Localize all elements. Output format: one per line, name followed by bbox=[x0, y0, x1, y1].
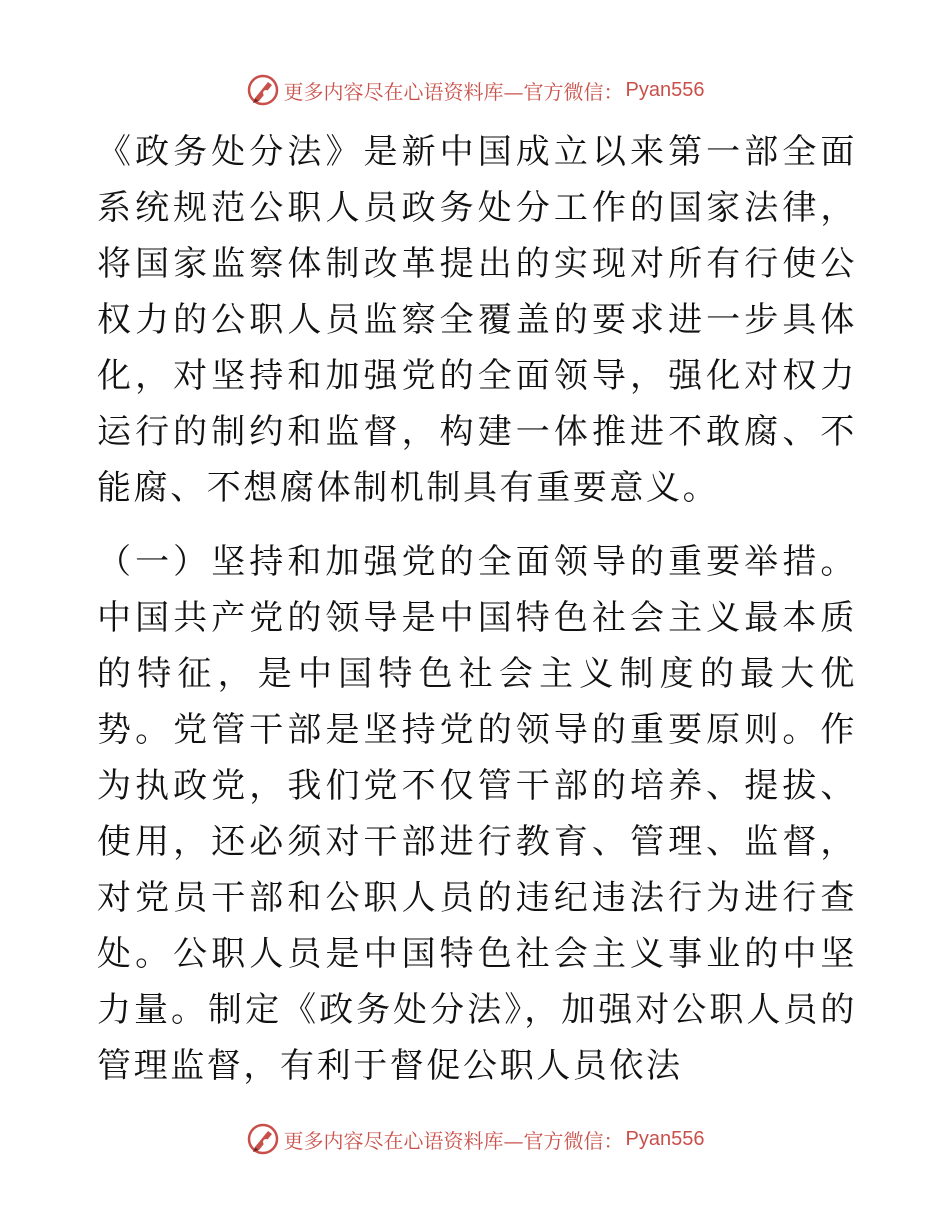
watermark-text: 更多内容尽在心语资料库—官方微信： bbox=[283, 79, 624, 104]
watermark-text: 更多内容尽在心语资料库—官方微信： bbox=[283, 1128, 624, 1153]
watermark-wechat-id: Pyan556 bbox=[625, 1127, 705, 1150]
header-watermark bbox=[0, 72, 950, 108]
footer-watermark bbox=[0, 1121, 950, 1157]
watermark-wechat-id: Pyan556 bbox=[625, 78, 705, 101]
pen-in-circle-logo-icon bbox=[246, 73, 280, 107]
paragraph-intro: 《政务处分法》是新中国成立以来第一部全面系统规范公职人员政务处分工作的国家法律，将国家监察体制改革提出的实现对所有行使公权力的公职人员监察全覆盖的要求进一步具体化，对坚持和加强党的全面领导，强化对权力运行的制约和监督，构建一体推进不敢腐、不能腐、不想腐体制机制具有重要意义。 bbox=[97, 132, 857, 508]
paragraph-section-one: （一）坚持和加强党的全面领导的重要举措。中国共产党的领导是中国特色社会主义最本质的特征，是中国特色社会主义制度的最大优势。党管干部是坚持党的领导的重要原则。作为执政党，我们党不仅管干部的培养、提拔、使用，还必须对干部进行教育、管理、监督，对党员干部和公职人员的违纪违法行为进行查处。公职人员是中国特色社会主义事业的中坚力量。制定《政务处分法》，加强对公职人员的管理监督，有利于督促公职人员依法 bbox=[97, 542, 857, 1086]
pen-in-circle-logo-icon bbox=[246, 1122, 280, 1156]
document-body bbox=[97, 124, 857, 1094]
